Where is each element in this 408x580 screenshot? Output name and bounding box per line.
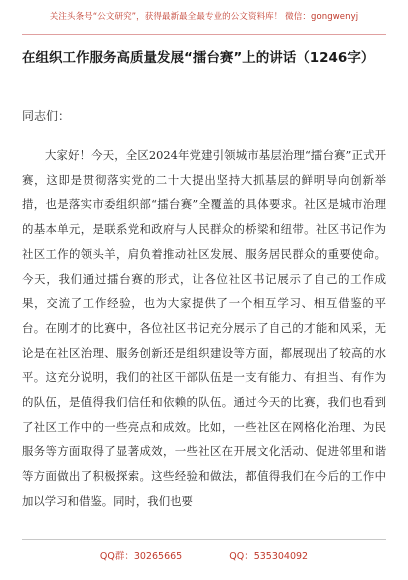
salutation: 同志们： bbox=[22, 109, 71, 123]
body-paragraph: 大家好！今天，全区2024年党建引领城市基层治理“擂台赛”正式开赛，这即是贯彻落实党的二十大提出坚持大抓基层的鲜明导向创新举措，也是落实市委组织部“擂台赛”全覆盖的具体要求。社区是城市治理的基本单元，是联系党和政府与人民群众的桥梁和纽带。社区书记作为社区工作的领头羊，肩负着推动社区发展、服务居民群众的重要使命。今天，我们通过擂台赛的形式，让各位社区书记展示了自己的工作成果，交流了工作经验，也为大家提供了一个相互学习、相互借鉴的平台。在刚才的比赛中，各位社区书记充分展示了自己的才能和风采，无论是在社区治理、服务创新还是组织建设等方面，都展现出了较高的水平。这充分说明，我们的社区干部队伍是一支有能力、有担当、有作为的队伍，是值得我们信任和依赖的队伍。通过今天的比赛，我们也看到了社区工作中的一些亮点和成效。比如，一些社区在网格化治理、为民服务等方面取得了显著成效，一些社区在开展文化活动、促进邻里和谐等方面做出了积极探索。这些经验和做法，都值得我们在今后的工作中加以学习和借鉴。同时，我们也要 bbox=[22, 148, 386, 508]
footer-qq-group: QQ群：30265665 bbox=[99, 551, 183, 562]
document-title: 在组织工作服务高质量发展“擂台赛”上的讲话（1246字） bbox=[22, 50, 375, 66]
header-divider bbox=[22, 34, 386, 35]
footer-divider bbox=[22, 539, 386, 540]
footer bbox=[0, 548, 408, 562]
header-banner: 关注头条号“公文研究”，获得最新最全最专业的公文资料库！ 微信：gongwenyj bbox=[49, 12, 359, 22]
footer-qq: QQ：535304092 bbox=[229, 551, 309, 562]
